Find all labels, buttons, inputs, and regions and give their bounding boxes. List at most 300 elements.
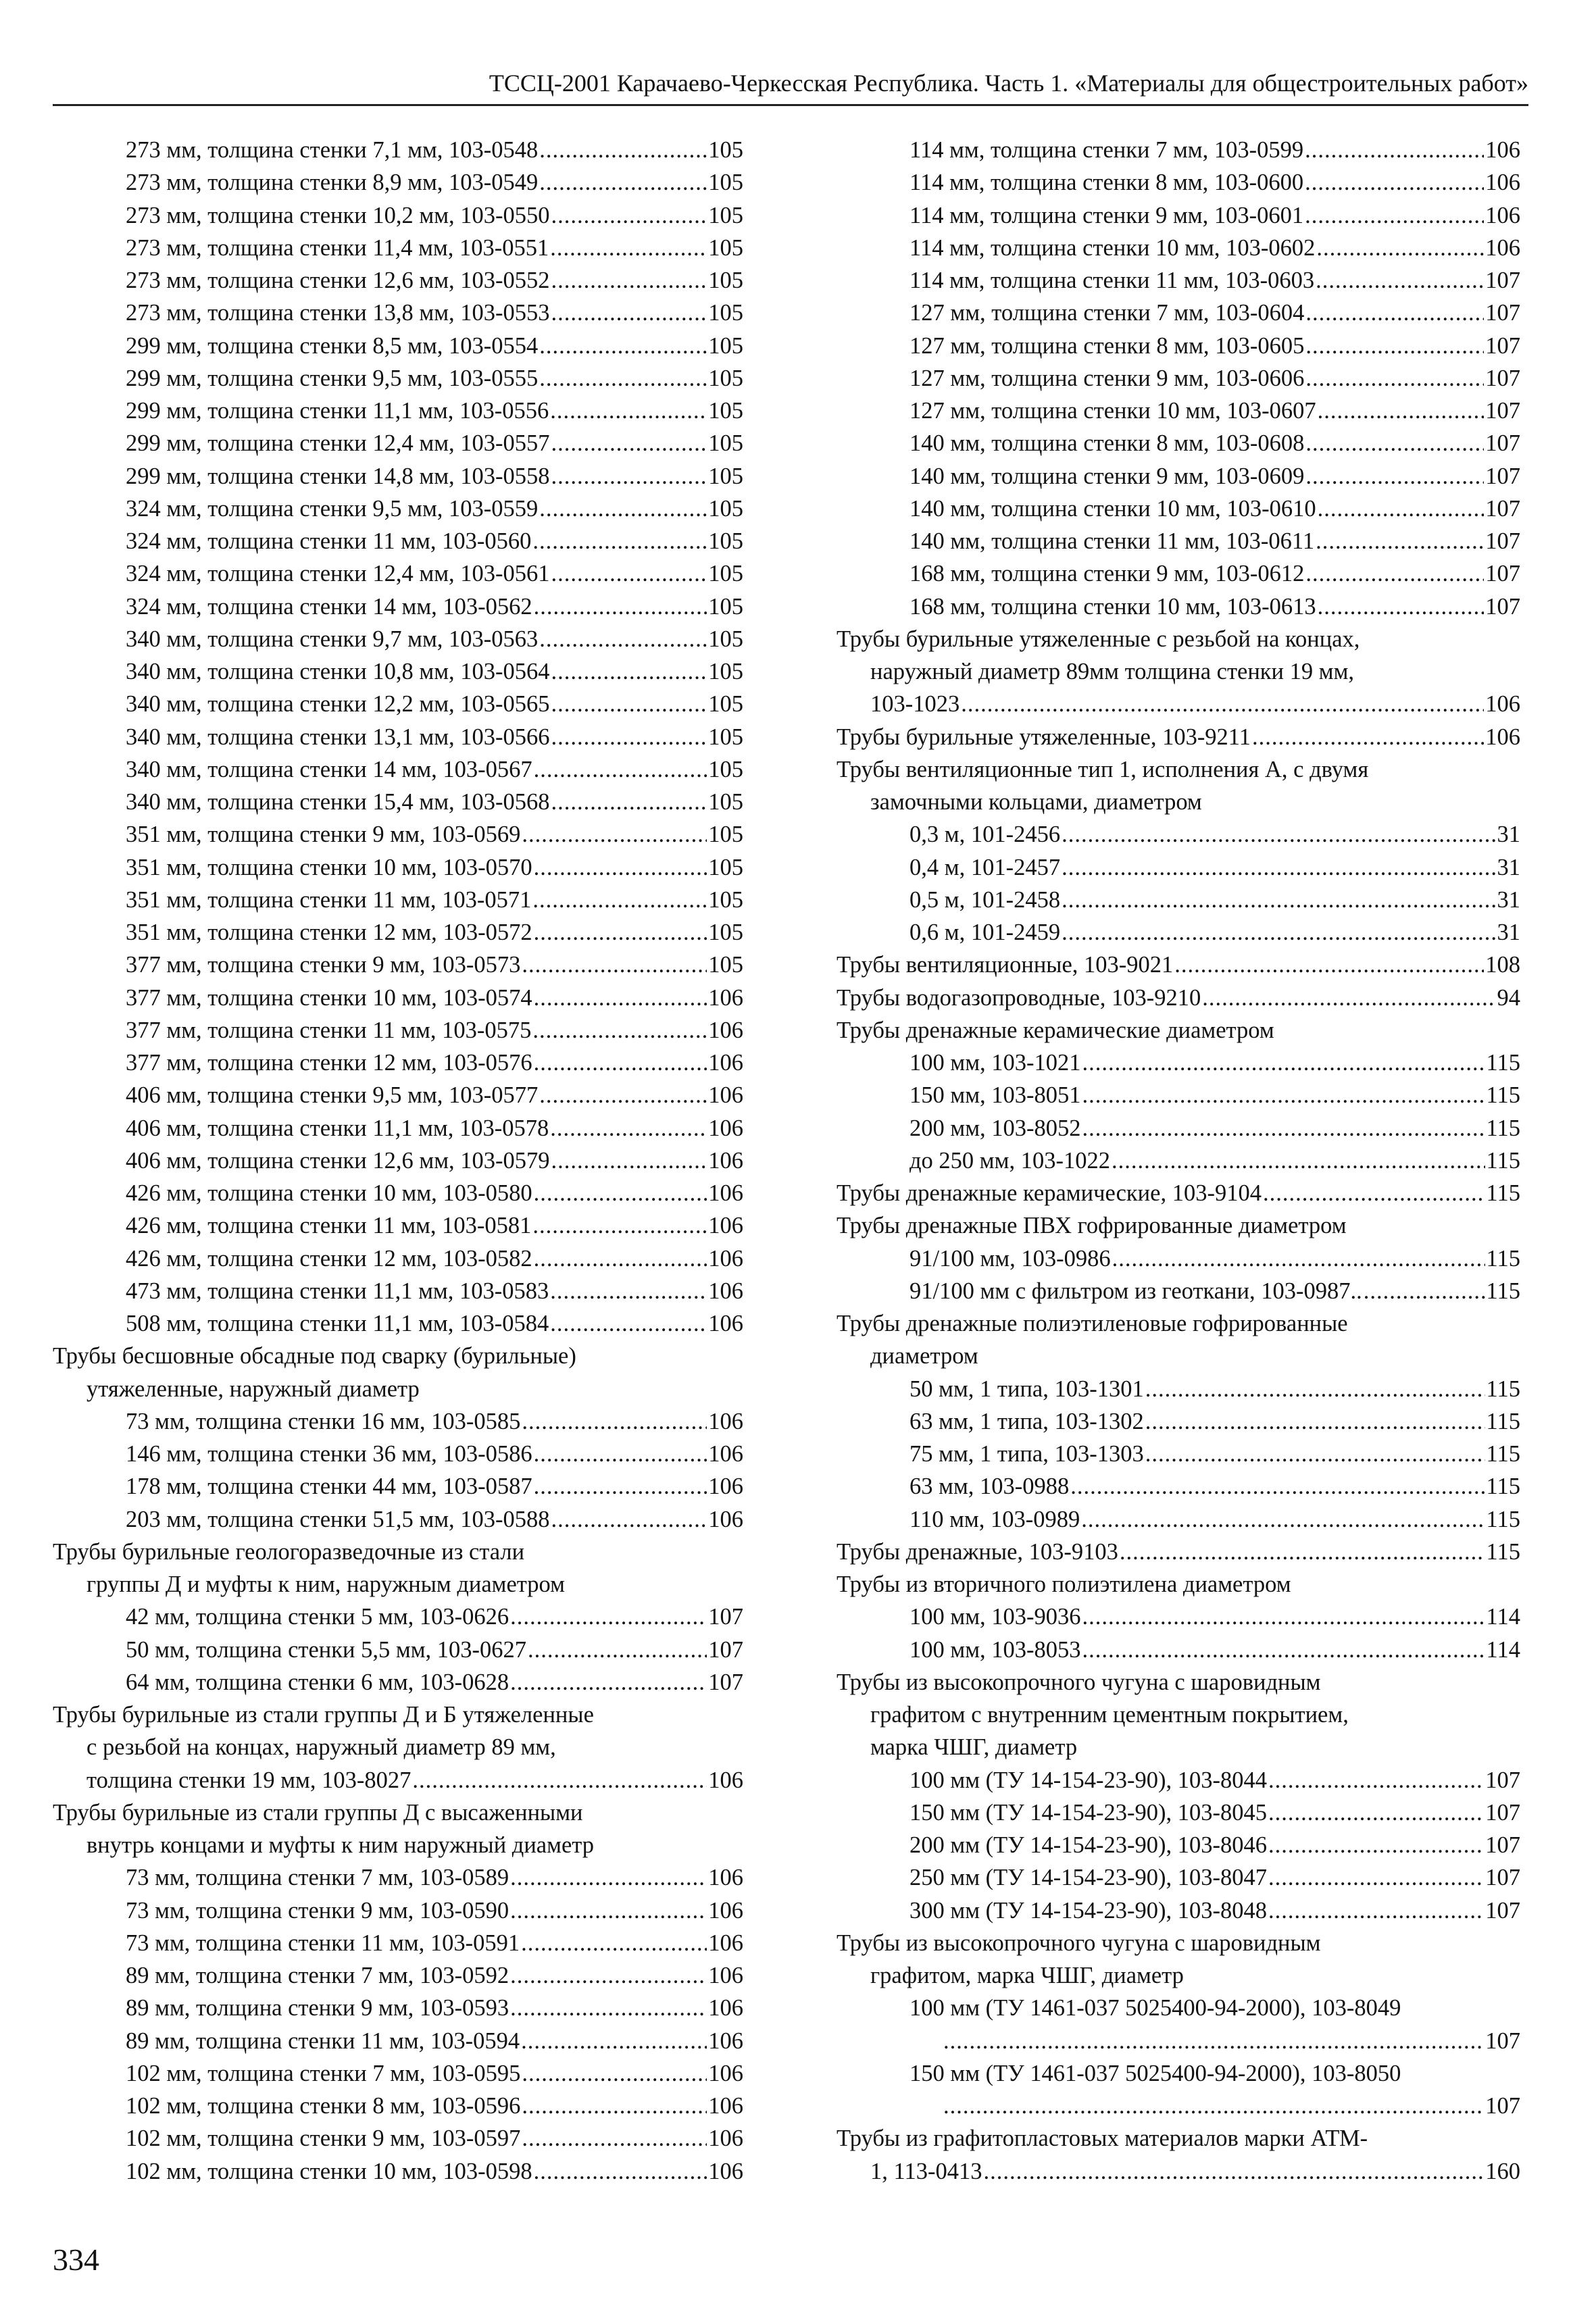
entry-text: Трубы бурильные утяжеленные, 103-9211 [837,724,1251,750]
entry-heading-line: графитом с внутренним цементным покрытием, [870,1702,1349,1728]
entry-text: 100 мм, 103-1021 [909,1050,1081,1076]
dot-leader [521,2025,707,2057]
entry-text: 340 мм, толщина стенки 13,1 мм, 103-0566 [126,724,550,750]
dot-leader [1305,297,1484,329]
index-row [53,949,743,981]
dot-leader [522,1405,707,1438]
index-row [53,1959,743,1992]
entry-text: 89 мм, толщина стенки 7 мм, 103-0592 [126,1963,509,1988]
index-row [837,525,1520,557]
entry-text: 406 мм, толщина стенки 12,6 мм, 103-0579 [126,1147,550,1174]
page-ref: 106 [708,1311,743,1336]
page-ref: 105 [708,920,743,945]
page-ref: 114 [1486,1636,1520,1663]
entry-heading-line: Трубы бурильные из стали группы Д с высаженными [53,1799,583,1826]
entry-heading-line: Трубы бурильные утяжеленные с резьбой на концах, [837,626,1360,652]
index-subentry [53,166,743,199]
index-row [53,1666,743,1699]
index-row [837,2090,1520,2122]
dot-leader [1112,1145,1485,1177]
index-entry [53,1340,743,1405]
dot-leader [550,1275,707,1307]
page-ref: 107 [1485,430,1520,457]
dot-leader [522,2090,707,2122]
page-ref: 106 [708,1767,743,1793]
entry-text: 91/100 мм, 103-0986 [909,1245,1111,1272]
entry-text-line: 150 мм (ТУ 1461-037 5025400-94-2000), 103-8050 [909,2060,1401,2086]
entry-text: 351 мм, толщина стенки 11 мм, 103-0571 [126,886,532,913]
page-ref: 107 [1485,332,1520,359]
index-row [837,1601,1520,1633]
index-entry [837,1177,1520,1209]
dot-leader [539,1079,707,1111]
index-row [837,1275,1520,1307]
index-row [53,2122,743,2155]
index-row [53,362,743,395]
index-subentry [53,655,743,688]
dot-leader [1305,362,1484,395]
index-row [53,1209,743,1242]
page-ref: 115 [1486,1147,1520,1174]
index-subentry [53,851,743,884]
index-row [837,1438,1520,1470]
index-subentry [837,1112,1520,1145]
index-subentry [837,134,1520,166]
page-ref: 107 [1485,561,1520,587]
dot-leader [1120,1536,1485,1568]
dot-leader [1268,1861,1484,1894]
entry-text: 140 мм, толщина стенки 9 мм, 103-0609 [909,463,1305,489]
index-row [53,264,743,297]
index-row [53,460,743,493]
page-ref: 108 [1485,952,1520,978]
dot-leader [534,1438,707,1470]
page-ref: 105 [708,300,743,326]
dot-leader [532,525,707,557]
page-ref: 105 [708,691,743,718]
entry-text: 273 мм, толщина стенки 8,9 мм, 103-0549 [126,170,539,196]
index-subentry [53,1405,743,1438]
index-row [53,2155,743,2188]
index-row [53,2025,743,2057]
page-ref: 106 [708,1115,743,1141]
index-entry [53,1536,743,1601]
dot-leader [550,232,707,264]
entry-heading-line: Трубы из графитопластовых материалов марки АТМ- [837,2126,1368,2152]
entry-text: 426 мм, толщина стенки 11 мм, 103-0581 [126,1213,532,1239]
index-row [837,688,1520,720]
entry-text: 406 мм, толщина стенки 9,5 мм, 103-0577 [126,1082,539,1109]
index-row [53,786,743,818]
page-ref: 106 [708,1474,743,1500]
page-ref: 31 [1497,822,1520,848]
entry-text: 324 мм, толщина стенки 11 мм, 103-0560 [126,528,532,554]
page-ref: 106 [708,1506,743,1532]
dot-leader [1082,1047,1485,1079]
entry-heading-line: Трубы дренажные керамические диаметром [837,1017,1274,1043]
index-subentry [53,264,743,297]
dot-leader [1202,982,1495,1014]
dot-leader [551,688,707,720]
entry-heading-line: с резьбой на концах, наружный диаметр 89 мм, [86,1734,556,1761]
dot-leader [961,688,1484,720]
page-ref: 107 [1485,365,1520,391]
index-row [53,427,743,459]
page-ref: 106 [708,2158,743,2184]
page-ref: 160 [1485,2158,1520,2184]
page-ref: 105 [708,756,743,782]
index-entry [837,949,1520,981]
page-ref: 105 [708,463,743,489]
index-row [53,166,743,199]
index-subentry [837,297,1520,329]
index-subentry [837,232,1520,264]
page-ref: 106 [708,1180,743,1206]
dot-leader [1318,590,1485,623]
index-row [53,1861,743,1894]
index-subentry [837,1079,1520,1111]
index-row [837,1829,1520,1861]
index-subentry [837,1601,1520,1633]
entry-heading-line: Трубы дренажные полиэтиленовые гофрированные [837,1311,1348,1336]
entry-heading-line: Трубы из высокопрочного чугуна с шаровидным [837,1930,1321,1956]
index-row [53,493,743,525]
dot-leader [522,2057,707,2090]
index-subentry [837,166,1520,199]
index-subentry [53,1634,743,1666]
dot-leader [510,1601,707,1633]
index-subentry [53,786,743,818]
index-row [53,1079,743,1111]
index-entry [837,1014,1520,1047]
dot-leader [510,1666,707,1699]
dot-leader [983,2155,1484,2188]
index-row [53,884,743,916]
entry-heading-line: группы Д и муфты к ним, наружным диаметром [86,1571,565,1597]
dot-leader [539,493,707,525]
page-ref: 106 [1485,691,1520,718]
dot-leader [551,460,707,493]
index-entry [837,623,1520,721]
entry-heading-line: Трубы из вторичного полиэтилена диаметром [837,1571,1291,1597]
index-row [837,1894,1520,1927]
index-subentry [53,1112,743,1145]
entry-text: 102 мм, толщина стенки 10 мм, 103-0598 [126,2158,532,2184]
page-ref: 115 [1486,1506,1520,1532]
entry-text: 89 мм, толщина стенки 11 мм, 103-0594 [126,2028,520,2054]
entry-text: 299 мм, толщина стенки 11,1 мм, 103-0556 [126,398,549,424]
dot-leader [1263,1177,1485,1209]
running-header: ТССЦ-2001 Карачаево-Черкесская Республика. Часть 1. «Материалы для общестроительных работ» [53,69,1528,106]
page-ref: 105 [708,398,743,424]
page-ref: 105 [708,822,743,848]
dot-leader [532,1209,707,1242]
index-row [53,2090,743,2122]
index-subentry [53,1992,743,2024]
entry-text: 273 мм, толщина стенки 10,2 мм, 103-0550 [126,202,550,228]
page-ref: 31 [1497,920,1520,945]
index-subentry [837,916,1520,949]
index-subentry [53,884,743,916]
page-ref: 106 [708,1408,743,1434]
index-subentry [53,1894,743,1927]
dot-leader [510,1894,707,1927]
entry-text: 73 мм, толщина стенки 7 мм, 103-0589 [126,1865,509,1891]
entry-text: 377 мм, толщина стенки 11 мм, 103-0575 [126,1017,532,1043]
index-row [837,557,1520,590]
index-subentry [53,2025,743,2057]
index-row [53,1438,743,1470]
dot-leader [1082,1601,1485,1633]
page-ref: 105 [708,886,743,913]
entry-text: 203 мм, толщина стенки 51,5 мм, 103-0588 [126,1506,550,1532]
dot-leader [1062,851,1495,884]
dot-leader [551,199,707,232]
page-ref: 105 [708,430,743,457]
index-subentry [837,264,1520,297]
entry-text: 140 мм, толщина стенки 8 мм, 103-0608 [909,430,1305,457]
entry-heading-line: Трубы бурильные из стали группы Д и Б утяжеленные [53,1702,594,1728]
entry-text: 200 мм, 103-8052 [909,1115,1081,1141]
index-subentry [837,851,1520,884]
entry-text: Трубы дренажные керамические, 103-9104 [837,1180,1262,1206]
index-subentry [53,753,743,786]
index-entry [837,1992,1520,2057]
page-ref: 105 [708,137,743,163]
page-ref: 107 [1485,593,1520,620]
entry-text: 300 мм (ТУ 14-154-23-90), 103-8048 [909,1897,1267,1923]
entry-text: 351 мм, толщина стенки 10 мм, 103-0570 [126,854,532,880]
page-ref: 105 [708,268,743,293]
entry-text: 299 мм, толщина стенки 12,4 мм, 103-0557 [126,430,550,457]
index-row [837,362,1520,395]
page-ref: 107 [1485,398,1520,424]
dot-leader [1316,264,1484,297]
page-ref: 106 [708,1441,743,1467]
page-ref: 115 [1486,1376,1520,1402]
index-subentry [53,1307,743,1340]
dot-leader [522,818,707,851]
page-ref: 107 [1485,2093,1520,2119]
dot-leader [1305,427,1484,459]
index-row [53,1601,743,1633]
index-subentry [53,1014,743,1047]
index-row [837,330,1520,362]
index-row [53,232,743,264]
page-ref: 107 [1485,1897,1520,1923]
index-row [837,134,1520,166]
index-subentry [837,1861,1520,1894]
index-row [837,916,1520,949]
entry-text: 473 мм, толщина стенки 11,1 мм, 103-0583 [126,1278,549,1304]
dot-leader [534,851,707,884]
index-row [837,884,1520,916]
page-ref: 106 [708,984,743,1011]
index-subentry [837,362,1520,395]
index-subentry [837,1047,1520,1079]
index-row [53,134,743,166]
page-ref: 115 [1486,1538,1520,1565]
index-row [53,916,743,949]
entry-text: 426 мм, толщина стенки 10 мм, 103-0580 [126,1180,532,1206]
entry-text: 100 мм (ТУ 14-154-23-90), 103-8044 [909,1767,1267,1793]
dot-leader [551,427,707,459]
entry-heading-line: марка ЧШГ, диаметр [870,1734,1078,1761]
index-row [53,1014,743,1047]
page-ref: 105 [708,528,743,554]
dot-leader [550,395,707,427]
entry-text: 273 мм, толщина стенки 12,6 мм, 103-0552 [126,268,550,293]
dot-leader [551,721,707,753]
index-subentry [53,1927,743,1959]
dot-leader [534,1470,707,1503]
entry-text: 351 мм, толщина стенки 12 мм, 103-0572 [126,920,532,945]
index-row [837,1470,1520,1503]
dot-leader [943,2025,1484,2057]
index-subentry [837,1242,1520,1275]
entry-text: 377 мм, толщина стенки 10 мм, 103-0574 [126,984,532,1011]
page-ref: 106 [708,1050,743,1076]
entry-text: 273 мм, толщина стенки 11,4 мм, 103-0551 [126,234,549,261]
index-subentry [53,493,743,525]
page-ref: 115 [1486,1180,1520,1206]
index-row [837,1503,1520,1536]
page-ref: 107 [708,1604,743,1630]
dot-leader [550,1307,707,1340]
index-subentry [837,1634,1520,1666]
dot-leader [1305,166,1484,199]
entry-text: 324 мм, толщина стенки 14 мм, 103-0562 [126,593,532,620]
entry-text: Трубы вентиляционные, 103-9021 [837,952,1174,978]
dot-leader [551,264,707,297]
index-subentry [837,1275,1520,1307]
page-ref: 115 [1486,1082,1520,1109]
entry-text: 0,3 м, 101-2456 [909,822,1061,848]
index-row [837,1112,1520,1145]
index-row [53,1764,743,1796]
page-ref: 114 [1486,1604,1520,1630]
index-row [53,1242,743,1275]
page-ref: 106 [708,1245,743,1272]
index-subentry [53,134,743,166]
index-subentry [53,1438,743,1470]
index-subentry [53,1959,743,1992]
dot-leader [1318,493,1485,525]
page-ref: 106 [708,2093,743,2119]
index-row [837,297,1520,329]
dot-leader [551,1503,707,1536]
page-ref: 106 [1485,234,1520,261]
index-subentry [53,362,743,395]
dot-leader [1268,1894,1484,1927]
dot-leader [539,166,707,199]
dot-leader [1364,1275,1485,1307]
dot-leader [528,1634,707,1666]
index-subentry [837,1894,1520,1927]
index-subentry [53,2090,743,2122]
index-subentry [53,1503,743,1536]
dot-leader [1318,395,1485,427]
index-subentry [53,1177,743,1209]
index-entry [837,2122,1520,2188]
page-number: 334 [53,2242,99,2277]
index-row [837,493,1520,525]
dot-leader [534,2155,707,2188]
index-row [53,1047,743,1079]
page-ref: 106 [708,1213,743,1239]
page-ref: 106 [708,1963,743,1988]
index-row [837,460,1520,493]
index-subentry [53,590,743,623]
entry-text: 114 мм, толщина стенки 9 мм, 103-0601 [909,202,1304,228]
entry-text: толщина стенки 19 мм, 103-8027 [86,1767,412,1793]
dot-leader [510,1992,707,2024]
dot-leader [532,1014,707,1047]
index-row [53,1894,743,1927]
dot-leader [1305,199,1484,232]
index-row [837,721,1520,753]
index-subentry [837,330,1520,362]
entry-text: 127 мм, толщина стенки 10 мм, 103-0607 [909,398,1316,424]
entry-text: 110 мм, 103-0989 [909,1506,1080,1532]
index-entry [837,1536,1520,1568]
dot-leader [1082,1079,1485,1111]
page-ref: 107 [1485,1799,1520,1826]
page-ref: 105 [708,170,743,196]
entry-text: 299 мм, толщина стенки 8,5 мм, 103-0554 [126,332,539,359]
dot-leader [522,2122,707,2155]
entry-text: 0,4 м, 101-2457 [909,854,1061,880]
page-ref: 107 [708,1669,743,1695]
index-subentry [53,2057,743,2090]
entry-text: 50 мм, толщина стенки 5,5 мм, 103-0627 [126,1636,527,1663]
entry-text: 150 мм (ТУ 14-154-23-90), 103-8045 [909,1799,1267,1826]
dot-leader [1174,949,1484,981]
entry-text: 89 мм, толщина стенки 9 мм, 103-0593 [126,1995,509,2021]
index-subentry [53,1209,743,1242]
index-row [837,851,1520,884]
dot-leader [521,1927,707,1959]
dot-leader [510,1861,707,1894]
index-row [837,1047,1520,1079]
index-subentry [837,818,1520,851]
index-row [53,1177,743,1209]
index-row [53,1275,743,1307]
page-ref: 106 [708,1897,743,1923]
dot-leader [1145,1373,1485,1405]
index-subentry [53,1666,743,1699]
index-subentry [53,916,743,949]
index-row [53,525,743,557]
dot-leader [1316,525,1484,557]
entry-text: 340 мм, толщина стенки 10,8 мм, 103-0564 [126,659,550,684]
page-ref: 107 [1485,2028,1520,2054]
entry-heading-line: Трубы из высокопрочного чугуна с шаровидным [837,1669,1321,1695]
index-subentry [53,2122,743,2155]
page-ref: 115 [1486,1474,1520,1500]
index-subentry [837,1438,1520,1470]
entry-text: 73 мм, толщина стенки 9 мм, 103-0590 [126,1897,509,1923]
page-ref: 106 [708,1017,743,1043]
index-subentry [837,1470,1520,1503]
entry-text: 200 мм (ТУ 14-154-23-90), 103-8046 [909,1832,1267,1858]
index-row [53,1405,743,1438]
index-entry [837,982,1520,1014]
page-ref: 106 [708,1865,743,1891]
entry-text: 250 мм (ТУ 14-154-23-90), 103-8047 [909,1865,1267,1891]
index-row [53,688,743,720]
index-subentry [53,395,743,427]
